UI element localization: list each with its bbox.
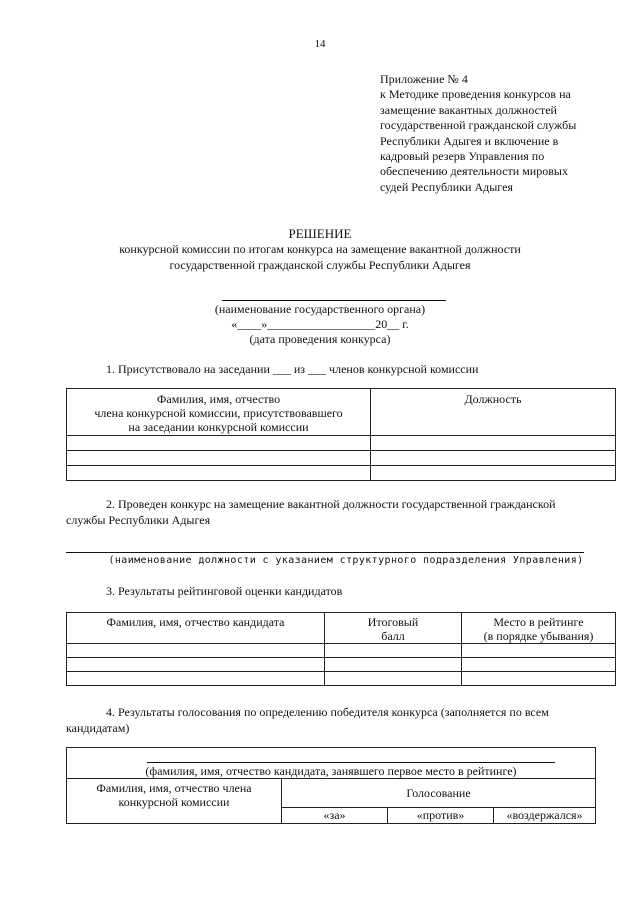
table-header-cell: Должность	[371, 389, 616, 436]
org-name-line	[222, 300, 446, 301]
header-line: члена конкурсной комиссии, присутствовавшего	[94, 406, 343, 420]
page-number: 14	[314, 38, 326, 50]
table-header-cell	[462, 613, 616, 644]
voting-table	[66, 747, 596, 824]
section2-text-line1: 2. Проведен конкурс на замещение вакантной должности государственной гражданской	[106, 497, 556, 511]
table-cell[interactable]	[67, 672, 325, 686]
table-cell[interactable]	[67, 451, 371, 466]
appendix-line: к Методике проведения конкурсов на	[380, 87, 571, 102]
table-row	[67, 644, 616, 658]
appendix-line: кадровый резерв Управления по	[380, 149, 545, 164]
table-header-cell	[325, 613, 462, 644]
date-line: «____»__________________20__ г.	[231, 317, 409, 331]
header-line: (в порядке убывания)	[483, 629, 594, 643]
table-cell[interactable]	[67, 644, 325, 658]
appendix-line: Республики Адыгея и включение в	[380, 133, 559, 148]
section2-text-line2: службы Республики Адыгея	[66, 513, 211, 527]
header-line: балл	[381, 629, 405, 643]
header-line: Итоговый	[367, 615, 419, 629]
table-header-cell	[67, 389, 371, 436]
vote-against-header: «против»	[388, 808, 494, 824]
table-cell[interactable]	[371, 451, 616, 466]
table-header-row	[67, 613, 616, 644]
appendix-line: Приложение № 4	[380, 72, 468, 86]
table-header-cell	[67, 779, 282, 824]
table-cell[interactable]	[325, 644, 462, 658]
table-cell[interactable]	[67, 466, 371, 481]
decision-subtitle-line: конкурсной комиссии по итогам конкурса на замещение вакантной должности	[119, 242, 521, 256]
table-row	[67, 436, 616, 451]
attendance-table	[66, 388, 616, 481]
position-name-line	[66, 552, 584, 553]
section3-text: 3. Результаты рейтинговой оценки кандидатов	[106, 584, 343, 598]
candidate-name-line	[147, 762, 555, 763]
table-cell[interactable]	[371, 436, 616, 451]
table-cell[interactable]	[325, 672, 462, 686]
table-header-cell: Фамилия, имя, отчество кандидата	[67, 613, 325, 644]
candidate-label: (фамилия, имя, отчество кандидата, занявшего первое место в рейтинге)	[145, 764, 517, 778]
org-name-label: (наименование государственного органа)	[214, 302, 426, 316]
table-cell[interactable]	[67, 436, 371, 451]
date-label: (дата проведения конкурса)	[249, 332, 391, 346]
table-cell[interactable]	[325, 658, 462, 672]
appendix-line: замещение вакантных должностей	[380, 102, 557, 117]
appendix-block	[380, 72, 610, 195]
table-header-cell: Голосование	[282, 779, 596, 808]
table-row	[67, 466, 616, 481]
vote-for-header: «за»	[282, 808, 388, 824]
table-cell[interactable]	[462, 672, 616, 686]
table-cell[interactable]	[67, 658, 325, 672]
header-line: Фамилия, имя, отчество члена	[96, 781, 252, 795]
decision-subtitle	[0, 241, 640, 273]
header-line: на заседании конкурсной комиссии	[128, 420, 309, 434]
position-name-hint: (наименование должности с указанием структурного подразделения Управления)	[108, 555, 584, 566]
candidate-cell[interactable]	[67, 748, 596, 779]
decision-title: РЕШЕНИЕ	[288, 226, 352, 241]
header-line: Фамилия, имя, отчество	[156, 392, 281, 406]
table-row	[67, 748, 596, 779]
table-row	[67, 658, 616, 672]
section4-text-line2: кандидатам)	[66, 721, 130, 735]
table-header-row	[67, 779, 596, 808]
table-cell[interactable]	[462, 644, 616, 658]
header-line: конкурсной комиссии	[118, 795, 230, 809]
section4-text-line1: 4. Результаты голосования по определению победителя конкурса (заполняется по всем	[106, 705, 549, 719]
decision-subtitle-line: государственной гражданской службы Республики Адыгея	[169, 258, 471, 272]
table-row	[67, 451, 616, 466]
vote-abstain-header: «воздержался»	[494, 808, 596, 824]
table-row	[67, 672, 616, 686]
appendix-line: государственной гражданской службы	[380, 118, 577, 133]
rating-table	[66, 612, 616, 686]
table-cell[interactable]	[371, 466, 616, 481]
appendix-line: обеспечению деятельности мировых	[380, 164, 568, 179]
section1-text: 1. Присутствовало на заседании ___ из ___ членов конкурсной комиссии	[106, 362, 479, 376]
header-line: Место в рейтинге	[493, 615, 584, 629]
table-cell[interactable]	[462, 658, 616, 672]
table-header-row	[67, 389, 616, 436]
appendix-line: судей Республики Адыгея	[380, 179, 513, 194]
